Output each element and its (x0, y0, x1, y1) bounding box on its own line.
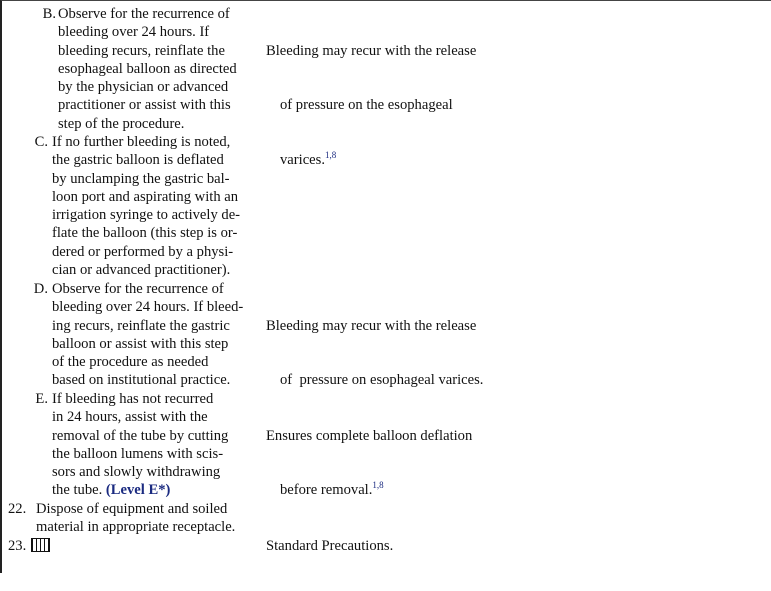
rationale-line: varices. (280, 152, 325, 169)
rationale-line: Bleeding may recur with the release (266, 42, 477, 59)
reference-citation: 1,8 (372, 480, 384, 491)
step-line: the balloon lumens with scis- (52, 445, 224, 462)
step-line: bleeding over 24 hours. If bleed- (52, 299, 244, 316)
rationale-line: of pressure on esophageal varices. (280, 372, 484, 389)
rationale-line: Standard Precautions. (266, 537, 394, 554)
step-line: Observe for the recurrence of (58, 6, 230, 22)
step-line: bleeding recurs, reinflate the (58, 42, 225, 59)
hand-hygiene-icon (31, 538, 50, 552)
step-line: practitioner or assist with this (58, 97, 231, 114)
step-label: C. (34, 134, 48, 150)
step-line: bleeding over 24 hours. If (58, 24, 210, 41)
step-line: ing recurs, reinflate the gastric (52, 317, 230, 334)
step-label: E. (35, 391, 48, 407)
rationale-line: Ensures complete balloon deflation (266, 427, 473, 444)
step-line: If no further bleeding is noted, (52, 134, 231, 150)
step-line: balloon or assist with this step (52, 335, 229, 352)
rationale-line: before removal. (280, 482, 373, 499)
step-line: dered or performed by a physi- (52, 243, 234, 260)
step-line: Dispose of equipment and soiled (36, 501, 228, 517)
step-line: If bleeding has not recurred (52, 391, 214, 407)
rationale-line: Bleeding may recur with the release (266, 317, 477, 334)
step-line: step of the procedure. (58, 115, 185, 132)
rationale-b (266, 5, 476, 206)
reference-citation: 1,8 (324, 150, 337, 161)
step-line: sors and slowly withdrawing (52, 464, 221, 481)
step-line: by the physician or advanced (58, 79, 229, 96)
step-label: D. (33, 281, 48, 297)
step-line: material in appropriate receptacle. (36, 519, 236, 536)
step-23 (8, 537, 50, 555)
step-line: the tube. (52, 482, 103, 499)
step-line: in 24 hours, assist with the (52, 409, 208, 426)
step-line: flate the balloon (this step is or- (52, 225, 238, 242)
step-label: B. (42, 6, 56, 22)
step-line: esophageal balloon as directed (58, 60, 237, 77)
step-line: the gastric balloon is deflated (52, 152, 224, 169)
step-line: based on institutional practice. (52, 372, 231, 389)
step-line: loon port and aspirating with an (52, 188, 239, 205)
step-label: 22. (8, 501, 27, 517)
step-line: removal of the tube by cutting (52, 427, 229, 444)
step-line: by unclamping the gastric bal- (52, 170, 230, 187)
step-label: 23. (8, 538, 27, 554)
step-line: irrigation syringe to actively de- (52, 207, 241, 224)
step-line: cian or advanced practitioner). (52, 262, 231, 279)
evidence-level: (Level E*) (105, 482, 171, 499)
step-line: Observe for the recurrence of (52, 281, 224, 297)
step-line: of the procedure as needed (52, 354, 209, 371)
rationale-22 (266, 500, 393, 591)
rationale-line: of pressure on the esophageal (280, 97, 453, 114)
